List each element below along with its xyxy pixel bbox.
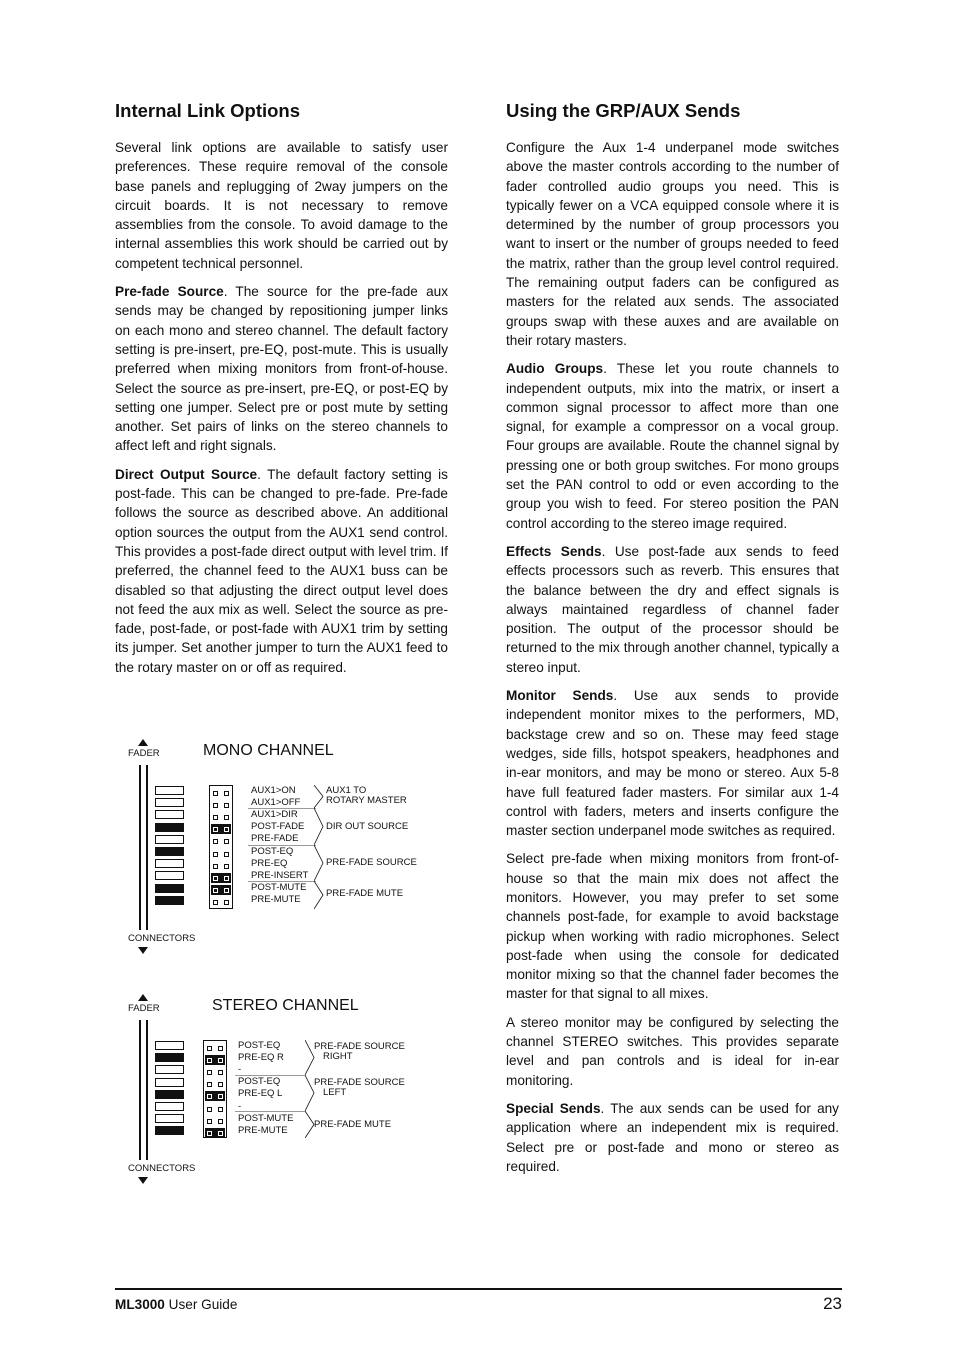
- jumper-label: PRE-MUTE: [238, 1124, 288, 1136]
- guide-label: User Guide: [164, 1297, 238, 1312]
- jumper-label: POST-EQ: [238, 1040, 281, 1051]
- pin-icon: [207, 1046, 212, 1051]
- jumper-link-fitted: [205, 1128, 225, 1138]
- effects-sends-label: Effects Sends: [506, 543, 602, 559]
- pin-icon: [207, 1082, 212, 1087]
- pin-icon: [213, 803, 218, 808]
- connectors-label: CONNECTORS: [128, 933, 196, 944]
- connector-slot: [155, 823, 184, 832]
- pin-icon: [213, 900, 218, 905]
- board-edge-line: [146, 1020, 148, 1160]
- jumper-label: -: [238, 1064, 242, 1076]
- product-name: ML3000: [115, 1297, 165, 1312]
- jumper-label: PRE-EQ: [251, 857, 288, 869]
- jumper-link-open: [211, 812, 231, 822]
- jumper-link-open: [211, 800, 231, 810]
- group-bracket: [314, 808, 326, 845]
- footer-title: [115, 1297, 237, 1312]
- prefade-monitor-paragraph: Select pre-fade when mixing monitors from front-of-house so that the main mix does not affect the monitors. However, you may prefer to set some channels post-fade, for example to avoid backstage pickup when working with radio microphones. Select post-fade when using the console for dedicated monitor mixing so that the channel fader becomes the master for that signal to all mixes.: [506, 851, 839, 1002]
- connector-slot: [155, 847, 184, 856]
- jumper-link-fitted: [205, 1055, 225, 1065]
- pin-icon: [213, 791, 218, 796]
- intro-paragraph: Several link options are available to satisfy user preferences. These require removal of the console base panels and replugging of 2way jumpers on the circuit boards. It is not necessary to remove assemblies from the console. To avoid damage to the internal assemblies this work should be carried out by competent technical personnel.: [115, 140, 448, 271]
- section-heading-grp-aux: Using the GRP/AUX Sends: [506, 100, 741, 121]
- jumper-link-open: [205, 1104, 225, 1114]
- pin-icon: [224, 791, 229, 796]
- fader-arrow-icon: [138, 739, 148, 746]
- jumper-label: POST-MUTE: [238, 1112, 294, 1124]
- pin-icon: [207, 1107, 212, 1112]
- special-sends-paragraph: Special Sends. The aux sends can be used for any application where an independent mix is required. Select pre or post-fade and mono or stereo as required.: [506, 1100, 839, 1174]
- pin-icon: [207, 1094, 212, 1099]
- jumper-label: -: [238, 1100, 242, 1112]
- direct-output-label: Direct Output Source: [115, 466, 258, 482]
- label-divider: [248, 845, 316, 846]
- pin-icon: [218, 1082, 223, 1087]
- special-sends-label: Special Sends: [506, 1100, 601, 1116]
- fader-arrow-icon: [138, 994, 148, 1001]
- label-divider: [235, 1075, 305, 1076]
- group-label: DIR OUT SOURCE: [326, 821, 409, 832]
- pin-icon: [207, 1070, 212, 1075]
- jumper-link-open: [211, 861, 231, 871]
- board-edge-line: [139, 1020, 141, 1160]
- pin-icon: [213, 864, 218, 869]
- pin-icon: [218, 1119, 223, 1124]
- pin-icon: [213, 852, 218, 857]
- connector-slot: [155, 1078, 184, 1087]
- jumper-label: AUX1>OFF: [251, 797, 301, 809]
- pin-icon: [224, 852, 229, 857]
- pin-icon: [224, 876, 229, 881]
- section-heading-internal-link: Internal Link Options: [115, 100, 301, 121]
- pin-icon: [218, 1070, 223, 1075]
- monitor-sends-label: Monitor Sends: [506, 688, 614, 704]
- jumper-label: PRE-FADE: [251, 833, 299, 845]
- board-edge-line: [146, 765, 148, 930]
- audio-groups-label: Audio Groups: [506, 361, 604, 377]
- group-label: PRE-FADE SOURCE: [314, 1077, 405, 1088]
- pin-icon: [218, 1131, 223, 1136]
- monitor-sends-paragraph: Monitor Sends. Use aux sends to provide independent monitor mixes to the performers, MD, backstage crew and so on. These may feed stage wedges, side fills, hotspot speakers, headphones and in-ear monitors, and may be mono or stereo. Aux 5-8 have full featured fader masters. For similar aux 1-4 control with faders, meters and inserts configure the master section underpanel mode switches as required.: [506, 688, 839, 839]
- jumper-label: PRE-EQ L: [238, 1088, 283, 1100]
- pin-icon: [207, 1131, 212, 1136]
- connector-slot: [155, 798, 184, 807]
- prefade-source-paragraph: Pre-fade Source. The source for the pre-fade aux sends may be changed by repositioning jumper links on each mono and stereo channel. The default factory setting is pre-insert, pre-EQ, post-mute. This is usually preferred when mixing monitors from front-of-house. Select the source as pre-insert, pre-EQ, or post-EQ by setting one jumper. Select pre or post mute by setting another. Set pairs of links on the stereo channels to affect left and right signals.: [115, 284, 448, 454]
- pin-icon: [207, 1119, 212, 1124]
- connector-slot: [155, 1114, 184, 1123]
- pin-icon: [213, 839, 218, 844]
- jumper-block: [209, 785, 233, 909]
- jumper-link-open: [211, 849, 231, 859]
- jumper-link-open: [205, 1043, 225, 1053]
- pin-icon: [224, 803, 229, 808]
- group-label: PRE-FADE MUTE: [326, 888, 404, 899]
- pin-icon: [224, 864, 229, 869]
- direct-output-paragraph: Direct Output Source. The default factory setting is post-fade. This can be changed to pre-fade. Pre-fade follows the source as described above. An additional option sources the output from the AUX1 send control. This provides a post-fade direct output with level trim. If preferred, the channel feed to the AUX1 buss can be disabled so that adjusting the direct output level does not feed the aux mix as well. Select the source as pre-fade, post-fade, or post-fade with AUX1 trim by setting its jumper. Set another jumper to turn the AUX1 feed to the rotary master on or off as required.: [115, 466, 448, 675]
- pin-icon: [213, 827, 218, 832]
- connector-slot: [155, 1090, 184, 1099]
- connectors-arrow-icon: [138, 947, 148, 954]
- group-bracket: [314, 881, 326, 909]
- jumper-label: POST-MUTE: [251, 881, 307, 893]
- configure-paragraph: Configure the Aux 1-4 underpanel mode switches above the master controls according to the number of fader controlled audio groups you need. This is typically fewer on a VCA equipped console where it is determined by the number of group processors you want to insert or the number of groups needed to feed the matrix, rather than the group level control required. The remaining output faders can be configured as masters for the related aux sends. The associated groups swap with these auxes and are available on their rotary masters.: [506, 140, 839, 348]
- connectors-arrow-icon: [138, 1177, 148, 1184]
- connector-slot: [155, 884, 184, 893]
- group-label: PRE-FADE SOURCE: [326, 857, 417, 868]
- footer-rule: [115, 1288, 842, 1290]
- jumper-label: PRE-EQ R: [238, 1052, 284, 1064]
- jumper-link-fitted: [211, 824, 231, 834]
- group-bracket: [314, 785, 326, 808]
- jumper-link-open: [211, 836, 231, 846]
- jumper-link-open: [205, 1079, 225, 1089]
- pin-icon: [224, 900, 229, 905]
- connector-slot: [155, 1065, 184, 1074]
- stereo-monitor-paragraph: A stereo monitor may be configured by selecting the channel STEREO switches. This provides separate level and pan controls and is ideal for in-ear monitoring.: [506, 1014, 839, 1088]
- group-label: LEFT: [323, 1087, 347, 1098]
- pin-icon: [218, 1094, 223, 1099]
- jumper-link-fitted: [211, 873, 231, 883]
- jumper-block: [203, 1040, 227, 1138]
- fader-label: FADER: [128, 748, 160, 759]
- pin-icon: [218, 1046, 223, 1051]
- connector-slot: [155, 810, 184, 819]
- audio-groups-paragraph: Audio Groups. These let you route channels to independent outputs, mix into the matrix, or insert a common signal processor to affect more than one signal, for example a compressor on a vocal group. Four groups are available. Route the channel signal by pressing one or both group switches. For mono groups set the PAN control to odd or even according to the group you wish to feed. For stereo position the PAN control according to the stereo image required.: [506, 361, 839, 531]
- jumper-label: POST-EQ: [238, 1076, 281, 1088]
- group-label: ROTARY MASTER: [326, 795, 407, 806]
- group-label: RIGHT: [323, 1051, 353, 1062]
- jumper-link-fitted: [205, 1091, 225, 1101]
- connector-slot: [155, 1126, 184, 1135]
- pin-icon: [224, 839, 229, 844]
- board-edge-line: [139, 765, 141, 930]
- jumper-label: POST-EQ: [251, 845, 294, 857]
- right-column: [506, 100, 839, 1185]
- connector-slot: [155, 786, 184, 795]
- pin-icon: [218, 1058, 223, 1063]
- pin-icon: [213, 815, 218, 820]
- pin-icon: [218, 1107, 223, 1112]
- stereo-channel-title: STEREO CHANNEL: [212, 997, 359, 1014]
- connector-slot: [155, 835, 184, 844]
- group-label: PRE-FADE SOURCE: [314, 1041, 405, 1052]
- group-label: AUX1 TO: [326, 785, 367, 796]
- pin-icon: [213, 876, 218, 881]
- connector-slot: [155, 1102, 184, 1111]
- pin-icon: [207, 1058, 212, 1063]
- jumper-label: POST-FADE: [251, 821, 305, 833]
- pin-icon: [224, 827, 229, 832]
- jumper-label: AUX1>DIR: [251, 809, 298, 821]
- pin-icon: [213, 888, 218, 893]
- label-divider: [248, 881, 316, 882]
- jumper-link-open: [205, 1116, 225, 1126]
- jumper-link-open: [211, 897, 231, 907]
- connector-slot: [155, 1053, 184, 1062]
- connector-slot: [155, 1041, 184, 1050]
- label-divider: [235, 1111, 305, 1112]
- connector-slot: [155, 859, 184, 868]
- left-column: [115, 100, 448, 686]
- connector-slot: [155, 896, 184, 905]
- jumper-label: PRE-MUTE: [251, 893, 301, 905]
- fader-label: FADER: [128, 1003, 160, 1014]
- jumper-link-fitted: [211, 885, 231, 895]
- jumper-label: PRE-INSERT: [251, 869, 309, 881]
- effects-sends-paragraph: Effects Sends. Use post-fade aux sends to feed effects processors such as reverb. This ensures that the balance between the dry and effect signals is always maintained regardless of channel fader position. The output of the processor should be returned to the mix through another channel, typically a stereo input.: [506, 543, 839, 675]
- jumper-link-open: [211, 788, 231, 798]
- group-bracket: [314, 845, 326, 881]
- label-divider: [248, 808, 316, 809]
- jumper-label: AUX1>ON: [251, 785, 296, 796]
- connectors-label: CONNECTORS: [128, 1163, 196, 1174]
- prefade-source-label: Pre-fade Source: [115, 284, 224, 300]
- jumper-link-open: [205, 1067, 225, 1077]
- group-label: PRE-FADE MUTE: [314, 1119, 392, 1130]
- connector-slot: [155, 871, 184, 880]
- pin-icon: [224, 888, 229, 893]
- page-number: 23: [823, 1294, 842, 1313]
- mono-channel-title: MONO CHANNEL: [203, 742, 334, 759]
- pin-icon: [224, 815, 229, 820]
